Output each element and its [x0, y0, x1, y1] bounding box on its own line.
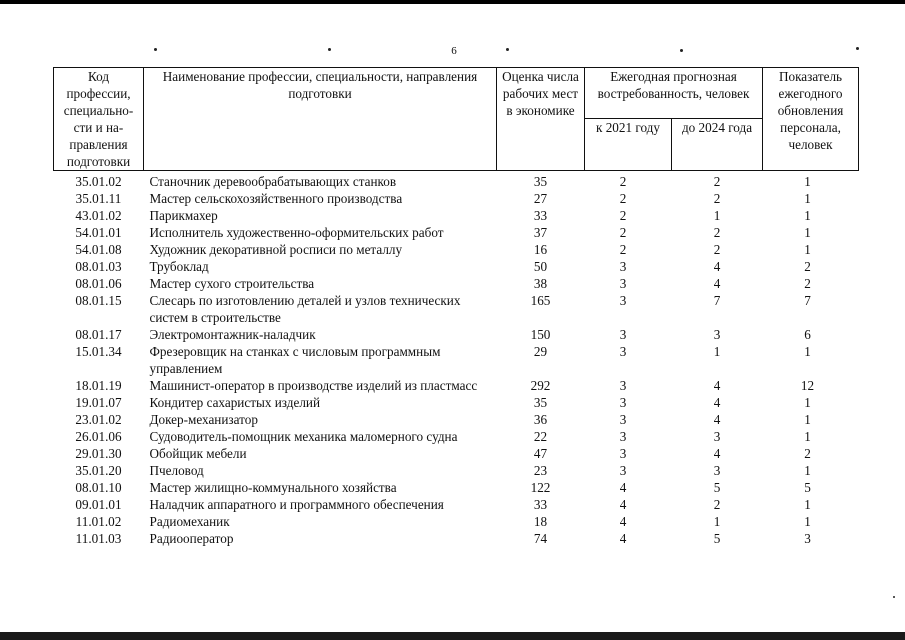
cell-name: Обойщик мебели [149, 446, 247, 461]
cell-demand-2024: 4 [713, 276, 721, 291]
cell-renewal: 1 [804, 463, 811, 478]
table-row [54, 428, 859, 445]
table-row [54, 343, 859, 377]
table-row [54, 326, 859, 343]
table-row [54, 377, 859, 394]
scan-top-border [0, 0, 905, 4]
cell-jobs: 122 [530, 480, 551, 495]
cell-demand-2024: 3 [713, 327, 721, 342]
cell-name: Радиомеханик [149, 514, 230, 529]
cell-code: 08.01.06 [75, 276, 122, 291]
cell-renewal: 1 [804, 242, 811, 257]
cell-name: Наладчик аппаратного и программного обеспечения [149, 497, 444, 512]
cell-renewal: 6 [804, 327, 811, 342]
cell-code: 35.01.11 [75, 191, 122, 206]
header-jobs: Оценка числа рабочих мест в экономике [497, 68, 585, 171]
cell-renewal: 1 [804, 174, 811, 189]
table-row [54, 207, 859, 224]
table-header [54, 68, 859, 171]
header-code: Код профессии, специально-сти и на-правления подготовки [54, 68, 144, 171]
table-row [54, 530, 859, 547]
cell-renewal: 1 [804, 429, 811, 444]
cell-name: Кондитер сахаристых изделий [149, 395, 321, 410]
scan-speck [893, 596, 895, 598]
cell-demand-2021: 3 [619, 327, 627, 342]
cell-demand-2024: 7 [713, 293, 721, 308]
cell-jobs: 74 [533, 531, 548, 546]
cell-name: Пчеловод [149, 463, 204, 478]
cell-jobs: 27 [533, 191, 548, 206]
cell-demand-2021: 3 [619, 378, 627, 393]
cell-name: Судоводитель-помощник механика маломерного судна [149, 429, 458, 444]
cell-renewal: 2 [804, 276, 811, 291]
cell-name: Мастер сухого строительства [149, 276, 315, 291]
cell-code: 43.01.02 [75, 208, 122, 223]
cell-name: Мастер жилищно-коммунального хозяйства [149, 480, 397, 495]
cell-demand-2024: 2 [713, 497, 721, 512]
table-row [54, 275, 859, 292]
cell-jobs: 37 [533, 225, 548, 240]
cell-name: Докер-механизатор [149, 412, 258, 427]
table-row [54, 479, 859, 496]
cell-demand-2024: 4 [713, 378, 721, 393]
header-demand-2024: до 2024 года [672, 119, 763, 171]
cell-renewal: 1 [804, 497, 811, 512]
cell-jobs: 35 [533, 174, 548, 189]
cell-jobs: 22 [533, 429, 548, 444]
cell-code: 08.01.03 [75, 259, 122, 274]
header-name: Наименование профессии, специальности, направления подготовки [144, 68, 497, 171]
cell-renewal: 7 [804, 293, 811, 308]
cell-jobs: 38 [533, 276, 548, 291]
cell-code: 26.01.06 [75, 429, 122, 444]
cell-renewal: 1 [804, 191, 811, 206]
cell-jobs: 47 [533, 446, 548, 461]
cell-code: 18.01.19 [75, 378, 122, 393]
cell-jobs: 16 [533, 242, 548, 257]
page-number: 6 [451, 45, 457, 57]
cell-code: 11.01.02 [75, 514, 122, 529]
cell-demand-2024: 1 [713, 344, 721, 359]
table-row [54, 190, 859, 207]
cell-code: 19.01.07 [75, 395, 122, 410]
table-row [54, 411, 859, 428]
cell-code: 35.01.02 [75, 174, 122, 189]
table-row [54, 394, 859, 411]
table-row [54, 258, 859, 275]
cell-name: Фрезеровщик на станках с числовым программным управлением [149, 344, 441, 376]
cell-demand-2021: 3 [619, 259, 627, 274]
scan-speck [856, 47, 859, 50]
scan-speck [154, 48, 157, 51]
professions-table [53, 67, 859, 547]
cell-jobs: 50 [533, 259, 548, 274]
cell-demand-2021: 3 [619, 395, 627, 410]
cell-demand-2024: 5 [713, 480, 721, 495]
cell-name: Парикмахер [149, 208, 218, 223]
cell-renewal: 1 [804, 225, 811, 240]
table-row [54, 241, 859, 258]
cell-demand-2024: 3 [713, 463, 721, 478]
cell-demand-2024: 5 [713, 531, 721, 546]
cell-demand-2024: 4 [713, 446, 721, 461]
cell-code: 29.01.30 [75, 446, 122, 461]
cell-renewal: 1 [804, 344, 811, 359]
cell-renewal: 2 [804, 446, 811, 461]
cell-demand-2021: 3 [619, 429, 627, 444]
cell-demand-2024: 2 [713, 191, 721, 206]
table-row [54, 292, 859, 326]
cell-code: 08.01.15 [75, 293, 122, 308]
scan-speck [506, 48, 509, 51]
scan-bottom-border [0, 632, 905, 640]
cell-demand-2021: 2 [619, 242, 627, 257]
cell-code: 09.01.01 [75, 497, 122, 512]
table-row [54, 496, 859, 513]
cell-name: Мастер сельскохозяйственного производства [149, 191, 403, 206]
cell-jobs: 29 [533, 344, 548, 359]
cell-name: Электромонтажник-наладчик [149, 327, 316, 342]
cell-jobs: 292 [530, 378, 551, 393]
cell-demand-2021: 2 [619, 225, 627, 240]
scan-speck [680, 49, 683, 52]
cell-demand-2024: 2 [713, 242, 721, 257]
cell-demand-2024: 4 [713, 395, 721, 410]
header-demand: Ежегодная прогнозная востребованность, человек [585, 68, 763, 119]
cell-renewal: 2 [804, 259, 811, 274]
cell-code: 11.01.03 [75, 531, 122, 546]
cell-code: 54.01.01 [75, 225, 122, 240]
cell-code: 15.01.34 [75, 344, 122, 359]
cell-jobs: 165 [530, 293, 551, 308]
cell-demand-2021: 3 [619, 412, 627, 427]
cell-demand-2021: 2 [619, 174, 627, 189]
cell-demand-2021: 4 [619, 531, 627, 546]
cell-demand-2024: 3 [713, 429, 721, 444]
cell-name: Слесарь по изготовлению деталей и узлов технических систем в строительстве [149, 293, 461, 325]
table-row [54, 445, 859, 462]
table-row [54, 224, 859, 241]
cell-jobs: 35 [533, 395, 548, 410]
cell-name: Трубоклад [149, 259, 209, 274]
cell-jobs: 33 [533, 497, 548, 512]
cell-demand-2024: 2 [713, 174, 721, 189]
cell-demand-2021: 4 [619, 497, 627, 512]
cell-code: 08.01.17 [75, 327, 122, 342]
cell-code: 35.01.20 [75, 463, 122, 478]
cell-demand-2021: 3 [619, 344, 627, 359]
cell-demand-2024: 1 [713, 514, 721, 529]
cell-demand-2021: 3 [619, 276, 627, 291]
cell-demand-2024: 2 [713, 225, 721, 240]
cell-jobs: 23 [533, 463, 548, 478]
cell-renewal: 1 [804, 208, 811, 223]
cell-name: Исполнитель художественно-оформительских работ [149, 225, 444, 240]
cell-demand-2024: 4 [713, 259, 721, 274]
header-demand-2021: к 2021 году [585, 119, 672, 171]
table-row [54, 462, 859, 479]
cell-jobs: 18 [533, 514, 548, 529]
cell-demand-2024: 1 [713, 208, 721, 223]
cell-renewal: 3 [804, 531, 811, 546]
table-row [54, 513, 859, 530]
cell-jobs: 150 [530, 327, 551, 342]
cell-jobs: 36 [533, 412, 548, 427]
cell-demand-2021: 3 [619, 463, 627, 478]
cell-name: Художник декоративной росписи по металлу [149, 242, 403, 257]
cell-demand-2024: 4 [713, 412, 721, 427]
scan-speck [328, 48, 331, 51]
header-renewal: Показатель ежегодного обновления персонала, человек [763, 68, 859, 171]
cell-demand-2021: 4 [619, 514, 627, 529]
table-body [54, 171, 859, 548]
cell-renewal: 1 [804, 395, 811, 410]
cell-demand-2021: 2 [619, 191, 627, 206]
cell-name: Машинист-оператор в производстве изделий из пластмасс [149, 378, 478, 393]
cell-demand-2021: 3 [619, 293, 627, 308]
cell-code: 08.01.10 [75, 480, 122, 495]
cell-name: Радиооператор [149, 531, 234, 546]
cell-name: Станочник деревообрабатывающих станков [149, 174, 397, 189]
cell-renewal: 1 [804, 412, 811, 427]
cell-code: 54.01.08 [75, 242, 122, 257]
cell-code: 23.01.02 [75, 412, 122, 427]
cell-demand-2021: 4 [619, 480, 627, 495]
cell-renewal: 5 [804, 480, 811, 495]
cell-jobs: 33 [533, 208, 548, 223]
table-row [54, 171, 859, 191]
cell-renewal: 1 [804, 514, 811, 529]
cell-renewal: 12 [800, 378, 815, 393]
cell-demand-2021: 2 [619, 208, 627, 223]
cell-demand-2021: 3 [619, 446, 627, 461]
